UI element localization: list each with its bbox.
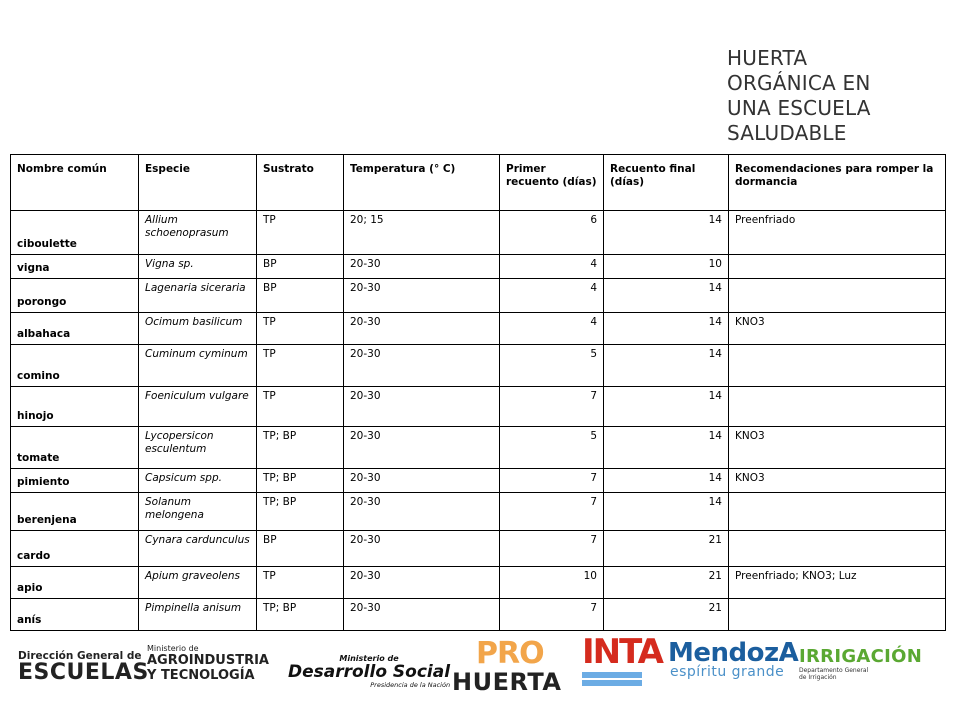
agroindustria-logo [147,644,269,683]
cell-primer: 4 [500,255,604,279]
cell-especie: Lycopersicon esculentum [139,427,257,469]
cell-temperatura: 20-30 [344,387,500,427]
table-row [11,599,946,631]
table-row [11,567,946,599]
cell-nombre: porongo [11,279,139,313]
cell-nombre: ciboulette [11,211,139,255]
header-final: Recuento final (días) [604,155,729,211]
cell-nombre: pimiento [11,469,139,493]
cell-especie: Apium graveolens [139,567,257,599]
prohuerta-logo [452,636,562,720]
cell-nombre: tomate [11,427,139,469]
cell-sustrato: TP [257,387,344,427]
cell-especie: Lagenaria siceraria [139,279,257,313]
mendoza-logo-line2: espíritu grande [670,664,785,680]
dge-logo-line2: ESCUELAS [18,660,149,685]
cell-final: 14 [604,279,729,313]
cell-especie: Foeniculum vulgare [139,387,257,427]
ds-logo-line2: Desarrollo Social [288,662,451,682]
cell-sustrato: TP [257,211,344,255]
cell-final: 14 [604,469,729,493]
cell-temperatura: 20-30 [344,313,500,345]
cell-primer: 7 [500,493,604,531]
cell-especie: Allium schoenoprasum [139,211,257,255]
cell-recomendaciones: Preenfriado [729,211,946,255]
cell-primer: 7 [500,469,604,493]
agro-logo-line2: AGROINDUSTRIA [147,653,269,668]
cell-nombre: albahaca [11,313,139,345]
cell-final: 14 [604,211,729,255]
cell-final: 14 [604,387,729,427]
title-line: HUERTA [727,46,808,70]
ds-logo-line3: Presidencia de la Nación [370,681,451,689]
dge-logo-line1: Dirección General de [18,650,142,662]
cell-recomendaciones: KNO3 [729,427,946,469]
title-line: UNA ESCUELA [727,96,871,120]
cell-sustrato: BP [257,255,344,279]
title-line: ORGÁNICA EN [727,71,871,95]
title-line: SALUDABLE [727,121,847,145]
cell-recomendaciones [729,531,946,567]
cell-sustrato: TP; BP [257,469,344,493]
table-row [11,469,946,493]
cell-recomendaciones: Preenfriado; KNO3; Luz [729,567,946,599]
cell-primer: 7 [500,387,604,427]
cell-nombre: apio [11,567,139,599]
cell-primer: 4 [500,313,604,345]
cell-final: 10 [604,255,729,279]
cell-temperatura: 20-30 [344,599,500,631]
table-row [11,345,946,387]
header-recomendaciones: Recomendaciones para romper la dormancia [729,155,946,211]
irrigacion-logo-line2: Departamento General [799,667,869,674]
cell-especie: Vigna sp. [139,255,257,279]
dge-logo [18,650,149,684]
cell-sustrato: TP [257,313,344,345]
logo-strip [0,632,960,720]
irrigacion-logo [799,646,922,681]
cell-temperatura: 20-30 [344,279,500,313]
agro-logo-line1: Ministerio de [147,644,199,653]
cell-sustrato: TP [257,345,344,387]
cell-sustrato: TP; BP [257,427,344,469]
table-row [11,531,946,567]
cell-nombre: anís [11,599,139,631]
table-header-row [11,155,946,211]
cell-sustrato: BP [257,279,344,313]
page-title [727,46,871,146]
cell-nombre: cardo [11,531,139,567]
cell-primer: 5 [500,427,604,469]
cell-temperatura: 20; 15 [344,211,500,255]
cell-primer: 7 [500,531,604,567]
cell-recomendaciones [729,255,946,279]
table-row [11,211,946,255]
cell-final: 14 [604,427,729,469]
cell-recomendaciones [729,279,946,313]
cell-especie: Ocimum basilicum [139,313,257,345]
table-row [11,255,946,279]
cell-sustrato: TP; BP [257,493,344,531]
inta-logo-text: INTA [582,632,662,672]
cell-recomendaciones [729,345,946,387]
table-row [11,313,946,345]
cell-final: 21 [604,531,729,567]
cell-nombre: hinojo [11,387,139,427]
cell-temperatura: 20-30 [344,469,500,493]
cell-temperatura: 20-30 [344,255,500,279]
inta-flag-stripe [582,680,642,686]
cell-primer: 5 [500,345,604,387]
cell-primer: 6 [500,211,604,255]
irrigacion-logo-line1: IRRIGACIÓN [799,646,923,667]
cell-final: 14 [604,493,729,531]
cell-recomendaciones [729,493,946,531]
cell-sustrato: TP; BP [257,599,344,631]
cell-nombre: comino [11,345,139,387]
desarrollo-social-logo [288,654,450,689]
cell-primer: 4 [500,279,604,313]
cell-especie: Solanum melongena [139,493,257,531]
cell-primer: 7 [500,599,604,631]
header-primer: Primer recuento (días) [500,155,604,211]
cell-recomendaciones: KNO3 [729,313,946,345]
cell-especie: Cynara cardunculus [139,531,257,567]
cell-nombre: vigna [11,255,139,279]
prohuerta-logo-line1: PRO [476,636,544,671]
cell-final: 14 [604,345,729,387]
inta-logo [582,632,662,720]
cell-especie: Capsicum spp. [139,469,257,493]
header-nombre: Nombre común [11,155,139,211]
cell-recomendaciones [729,387,946,427]
agro-logo-line3: Y TECNOLOGÍA [147,668,255,683]
table-row [11,427,946,469]
cell-sustrato: TP [257,567,344,599]
ds-logo-line1: Ministerio de [339,654,399,663]
table-row [11,279,946,313]
cell-temperatura: 20-30 [344,531,500,567]
cell-temperatura: 20-30 [344,427,500,469]
cell-especie: Cuminum cyminum [139,345,257,387]
irrigacion-logo-line3: de Irrigación [799,674,837,681]
cell-nombre: berenjena [11,493,139,531]
prohuerta-logo-line2: HUERTA [452,668,562,696]
cell-recomendaciones: KNO3 [729,469,946,493]
cell-primer: 10 [500,567,604,599]
cell-temperatura: 20-30 [344,493,500,531]
cell-temperatura: 20-30 [344,345,500,387]
table-row [11,493,946,531]
cell-especie: Pimpinella anisum [139,599,257,631]
cell-temperatura: 20-30 [344,567,500,599]
cell-final: 14 [604,313,729,345]
cell-final: 21 [604,599,729,631]
header-especie: Especie [139,155,257,211]
cell-sustrato: BP [257,531,344,567]
header-sustrato: Sustrato [257,155,344,211]
table-row [11,387,946,427]
header-temperatura: Temperatura (° C) [344,155,500,211]
mendoza-logo-line1: MendozA [668,638,799,668]
cell-final: 21 [604,567,729,599]
cell-recomendaciones [729,599,946,631]
germination-table [10,154,946,631]
mendoza-logo [668,638,798,680]
inta-flag-stripe [582,672,642,678]
